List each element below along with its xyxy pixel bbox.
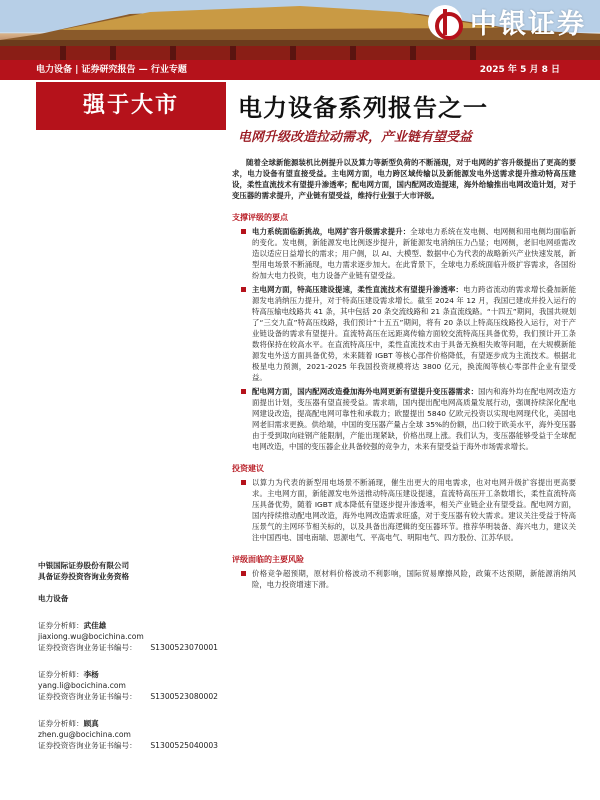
sector-label: 电力设备 xyxy=(38,594,69,603)
analyst-reg-label: 证券投资咨询业务证书编号： xyxy=(38,643,137,652)
bullet-lead: 电力系统面临新挑战，电网扩容升级需求提升： xyxy=(252,227,411,236)
report-title: 电力设备系列报告之一 xyxy=(238,94,488,122)
list-item xyxy=(232,568,576,590)
report-subtitle: 电网升级改造拉动需求，产业链有望受益 xyxy=(238,130,473,145)
bullet-text: 国内和海外均在配电网改造方面提出计划，变压器有望直接受益。需求端，国内提出配电网高质量发展行动，强调持续深化配电网建设改造，提高配电网可靠性和承载力；欧盟提出 5840 亿欧元投资以实现电网现代化，美国电网老旧需求更换。供给端，中国的变压器产量占全球 35%的份额，出口较于欧美水平，海外变压器由于受到取向硅钢产能限制，产能出现紧缺，价格出现上涨。我们认为，变压器能够受益于全球配电网改造，中国的变压器企业具备较强的竞争力，未来有望受益于海外市场需求增长。 xyxy=(252,387,576,451)
brand-name: 中银证券 xyxy=(470,9,586,40)
report-date: 2025 年 5 月 8 日 xyxy=(479,65,560,75)
analyst-reg-label: 证券投资咨询业务证书编号： xyxy=(38,692,137,701)
analyst-reg-no: S1300523080002 xyxy=(150,692,218,701)
brand-logo xyxy=(428,2,586,41)
main-content xyxy=(232,157,576,590)
analyst-reg-label: 证券投资咨询业务证书编号： xyxy=(38,741,137,750)
bullet-lead: 主电网方面，特高压建设提速，柔性直流技术有望提升渗透率： xyxy=(252,285,464,294)
analyst-name: 顾真 xyxy=(83,719,99,728)
summary-paragraph: 随着全球新能源装机比例提升以及算力等新型负荷的不断涌现，对于电网的扩容升级提出了更高的要求，电力设备有望直接受益。主电网方面，电力跨区域传输以及新能源发电外送需求提升推动特高压建设，柔性直流技术有望提升渗透率；配电网方面，国内配网改造提速，海外给输推出电网改造计划，对于变压器的需求提升，产业链有望受益，维持行业强于大市评级。 xyxy=(232,158,576,200)
analyst-role: 证券分析师： xyxy=(38,670,84,679)
list-item xyxy=(232,284,576,383)
analyst-email[interactable]: zhen.gu@bocichina.com xyxy=(38,730,131,739)
invest-section-title: 投资建议 xyxy=(232,464,264,473)
analyst-reg-no: S1300525040003 xyxy=(150,741,218,750)
analyst-role: 证券分析师： xyxy=(38,719,84,728)
analyst-role: 证券分析师： xyxy=(38,621,84,630)
breadcrumb: 电力设备 | 证券研究报告 — 行业专题 xyxy=(36,65,187,75)
org-name: 中银国际证券股份有限公司 xyxy=(38,561,130,570)
analyst-name: 武佳雄 xyxy=(83,621,107,630)
list-item xyxy=(232,226,576,281)
header-banner xyxy=(0,0,600,60)
bullet-text: 以算力为代表的新型用电场景不断涌现，催生出更大的用电需求，也对电网升级扩容提出更高要求。主电网方面，新能源发电外送推动特高压建设提速，直流特高压开工条数增长，柔性直流特高压具备优势，随着 IGBT 成本降低有望逐步提升渗透率，相关产业链企业有望受益。配电网方面，国内持续推动配电网改造，海外电网改造需求旺盛，对于变压器有较大需求。建议关注受益于特高压景气的主网环节相关标的，以及具备出海逻辑的变压器环节。推荐华明装备、海兴电力，建议关注中国西电、国电南瑞、思源电气、平高电气、明阳电气、四方股份、江苏华辰。 xyxy=(252,478,576,542)
bullet-text: 全球电力系统在发电侧、电网侧和用电侧均面临新的变化。发电侧，新能源发电比例逐步提升，新能源发电消纳压力凸显；电网侧，老旧电网亟需改造以适应日益增长的需求；用户侧，以 AI、大模型、数据中心为代表的战略新兴产业快速发展，新型用电场景不断涌现，电力需求逐步加大。在此背景下，全球电力系统面临升级扩容需求，各国纷纷加大电力投资，电力设备产业链有望受益。 xyxy=(252,227,576,280)
analyst-card xyxy=(38,669,218,702)
risk-section-title: 评级面临的主要风险 xyxy=(232,555,304,564)
list-item xyxy=(232,386,576,452)
bullet-text: 价格竞争超预期，原材料价格波动不利影响，国际贸易摩擦风险，政策不达预期，新能源消纳风险，电力投资增速下滑。 xyxy=(252,569,576,589)
support-section-title: 支撑评级的要点 xyxy=(232,213,288,222)
analyst-name: 李杨 xyxy=(83,670,99,679)
analyst-email[interactable]: jiaxiong.wu@bocichina.com xyxy=(38,632,144,641)
bullet-lead: 配电网方面，国内配网改造叠加海外电网更新有望提升变压器需求： xyxy=(252,387,479,396)
analyst-card xyxy=(38,718,218,751)
bullet-text: 电力跨省流动的需求增长叠加新能源发电消纳压力提升，对于特高压建设需求增长。截至 2024 年 12 月，我国已建成并投入运行的特高压输电线路共 41 条，其中包括 20 条交流线路和 21 条直流线路。“十四五”期间，我国共规划了“三交九直”特高压线路，我们预计“十五五”期间，将有 20 条以上特高压线路投入运行，对于产业链设备的需求有望提升。直流特高压在远距离传输方面较交流特高压具备优势，我们预计开工条数将保持在较高水平。在直流特高压中，柔性直流技术由于具备无换相失败等问题，在大规模新能源发电外送方面具备优势，未来随着 IGBT 等核心部件价格降低，有望逐步成为主流技术。根据北极星电力预测，2021-2025 年我国投资规模将达 3800 亿元，换流阀等核心零部件企业有望受益。 xyxy=(252,285,576,382)
org-qualification: 具备证券投资咨询业务资格 xyxy=(38,572,130,581)
analyst-card xyxy=(38,620,218,653)
info-bar xyxy=(0,60,600,80)
analyst-email[interactable]: yang.li@bocichina.com xyxy=(38,681,126,690)
analyst-reg-no: S1300523070001 xyxy=(150,643,218,652)
boc-logo-icon xyxy=(428,5,462,39)
left-sidebar xyxy=(38,560,218,751)
rating-badge: 强于大市 xyxy=(36,82,226,130)
list-item xyxy=(232,477,576,543)
